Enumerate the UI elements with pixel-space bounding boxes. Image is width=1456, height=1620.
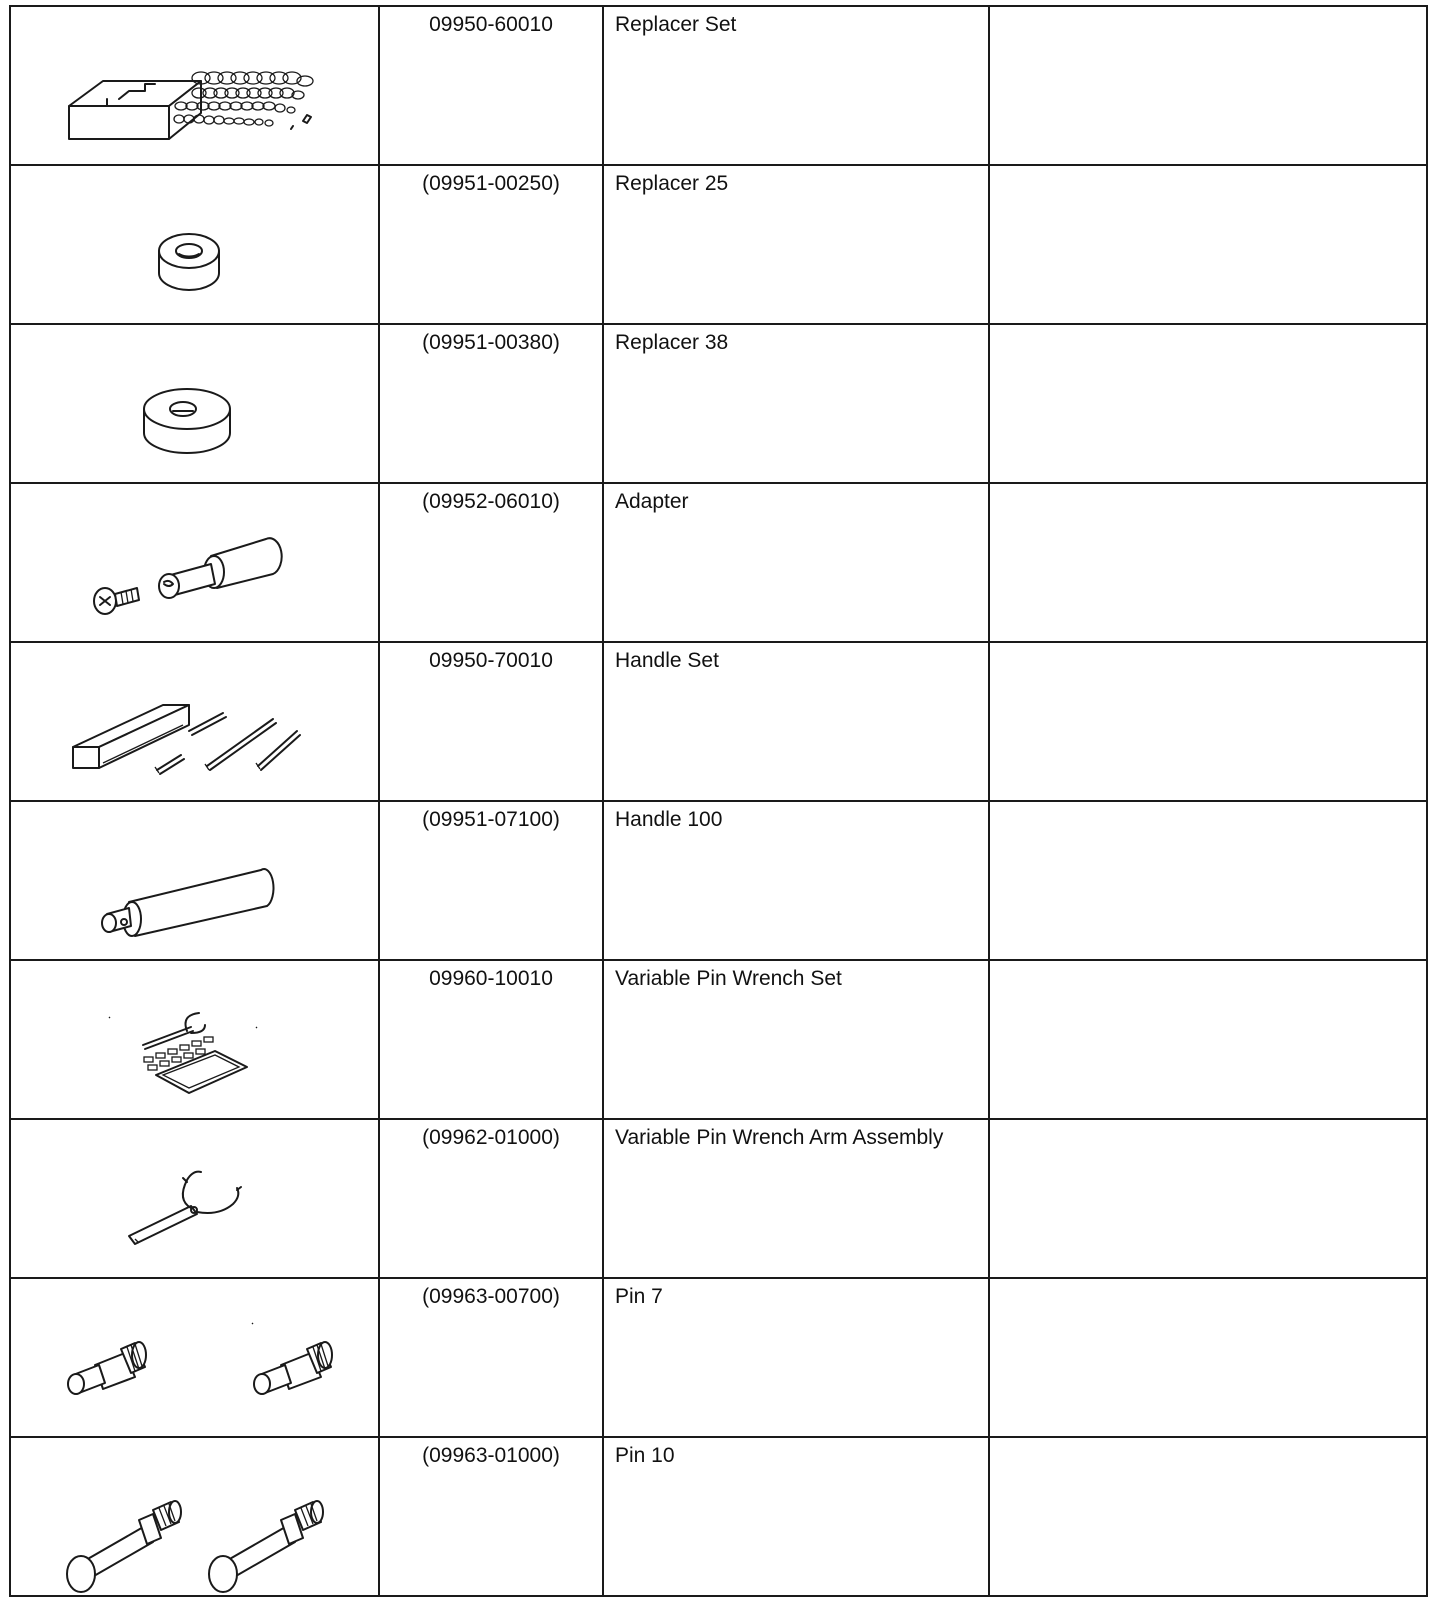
note-cell	[989, 1278, 1427, 1437]
tool-name: Variable Pin Wrench Set	[615, 967, 842, 990]
tool-name: Adapter	[615, 490, 689, 513]
tool-name-cell	[603, 960, 989, 1119]
part-number-cell	[379, 324, 603, 483]
tool-name-cell	[603, 483, 989, 642]
variable-pin-wrench-set-icon	[11, 961, 380, 1118]
pin-wrench-arm-icon	[11, 1120, 380, 1277]
table-row	[10, 801, 1427, 960]
part-number: (09963-01000)	[422, 1444, 560, 1467]
tool-name: Pin 10	[615, 1444, 675, 1467]
handle-100-icon	[11, 802, 380, 959]
note-cell	[989, 483, 1427, 642]
part-number-cell	[379, 960, 603, 1119]
note-cell	[989, 1119, 1427, 1278]
tool-illustration-cell	[10, 483, 379, 642]
tool-name-cell	[603, 6, 989, 165]
replacer-set-icon	[11, 7, 380, 164]
part-number-cell	[379, 1119, 603, 1278]
tool-name-cell	[603, 324, 989, 483]
part-number-cell	[379, 642, 603, 801]
part-number: 09960-10010	[429, 967, 553, 990]
tool-name: Handle Set	[615, 649, 719, 672]
table-row	[10, 642, 1427, 801]
part-number: 09950-60010	[429, 13, 553, 36]
adapter-icon	[11, 484, 380, 641]
table-row	[10, 1119, 1427, 1278]
table-row	[10, 1437, 1427, 1596]
tool-name-cell	[603, 642, 989, 801]
part-number: (09951-00250)	[422, 172, 560, 195]
tool-name: Replacer 25	[615, 172, 729, 195]
part-number: (09951-00380)	[422, 331, 560, 354]
tool-illustration-cell	[10, 1278, 379, 1437]
replacer-38-icon	[11, 325, 380, 482]
table-row	[10, 6, 1427, 165]
tool-name: Pin 7	[615, 1285, 663, 1308]
tool-name-cell	[603, 165, 989, 324]
tool-name: Variable Pin Wrench Arm Assembly	[615, 1126, 944, 1149]
handle-set-icon	[11, 643, 380, 800]
part-number-cell	[379, 165, 603, 324]
part-number-cell	[379, 1278, 603, 1437]
tool-illustration-cell	[10, 642, 379, 801]
part-number-cell	[379, 6, 603, 165]
part-number-cell	[379, 483, 603, 642]
pin-7-icon	[11, 1279, 380, 1436]
note-cell	[989, 642, 1427, 801]
part-number: (09951-07100)	[422, 808, 560, 831]
note-cell	[989, 801, 1427, 960]
tool-name-cell	[603, 1437, 989, 1596]
tool-illustration-cell	[10, 6, 379, 165]
tool-name-cell	[603, 1278, 989, 1437]
tool-name-cell	[603, 1119, 989, 1278]
tool-illustration-cell	[10, 960, 379, 1119]
tool-illustration-cell	[10, 1437, 379, 1596]
table-row	[10, 165, 1427, 324]
table-row	[10, 1278, 1427, 1437]
tool-name: Replacer 38	[615, 331, 729, 354]
note-cell	[989, 6, 1427, 165]
tool-illustration-cell	[10, 801, 379, 960]
replacer-25-icon	[11, 166, 380, 323]
special-tools-table	[9, 5, 1428, 1597]
part-number-cell	[379, 1437, 603, 1596]
note-cell	[989, 960, 1427, 1119]
part-number-cell	[379, 801, 603, 960]
note-cell	[989, 1437, 1427, 1596]
tool-illustration-cell	[10, 1119, 379, 1278]
tool-illustration-cell	[10, 324, 379, 483]
tool-name-cell	[603, 801, 989, 960]
part-number: (09963-00700)	[422, 1285, 560, 1308]
pin-10-icon	[11, 1438, 380, 1595]
note-cell	[989, 324, 1427, 483]
tool-name: Handle 100	[615, 808, 723, 831]
note-cell	[989, 165, 1427, 324]
part-number: 09950-70010	[429, 649, 553, 672]
part-number: (09952-06010)	[422, 490, 560, 513]
tool-illustration-cell	[10, 165, 379, 324]
table-row	[10, 483, 1427, 642]
tool-name: Replacer Set	[615, 13, 737, 36]
table-row	[10, 960, 1427, 1119]
table-row	[10, 324, 1427, 483]
part-number: (09962-01000)	[422, 1126, 560, 1149]
